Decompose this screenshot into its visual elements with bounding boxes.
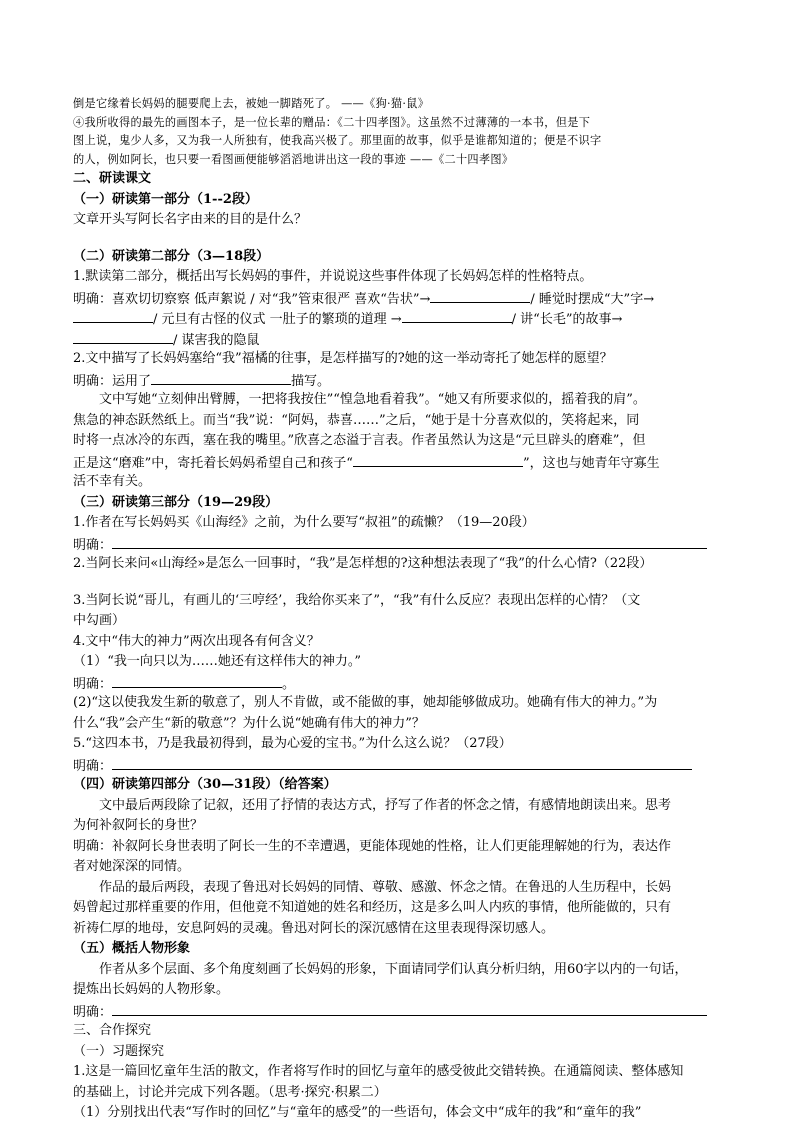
line-text: 活不幸有关。 [73,474,152,489]
line-text: 祈祷仁厚的地母，安息阿妈的灵魂。鲁迅对阿长的深沉感情在这里表现得深切感人。 [73,920,555,936]
text-line [73,151,725,170]
answer-blank[interactable] [402,308,512,323]
line-text: 中勾画） [73,613,126,628]
line-text: 明确： [73,758,113,774]
document-page [73,95,725,1124]
text-line [73,534,725,555]
text-line [73,431,725,452]
section-heading [73,169,725,190]
blank-space [73,231,725,247]
text-line [73,349,725,370]
line-text: 明确： [73,1004,113,1020]
answer-blank[interactable] [151,370,291,385]
text-line [73,1103,725,1124]
text-line [73,816,725,837]
text-line [73,878,725,899]
line-text: 作者从多个层面、多个角度刻画了长妈妈的形象，下面请同学们认真分析归纳，用60字以内的一句话， [99,961,688,977]
text-line [73,960,725,981]
line-text-tail: / 睡觉时摆成“大”字→ [530,291,655,307]
line-text: 为何补叙阿长的身世？ [73,818,204,833]
answer-blank[interactable] [112,1001,707,1016]
answer-blank[interactable] [430,288,530,303]
text-line [73,898,725,919]
line-text-tail: 描写。 [291,373,331,389]
line-text: 明确： [73,676,113,692]
line-text: 者对她深深的同情。 [73,859,191,874]
text-line [73,411,725,432]
text-line [73,980,725,1001]
text-line [73,554,725,575]
line-text: 1.作者在写长妈妈买《山海经》之前，为什么要写“叔祖”的疏懒？（19—20段） [73,515,535,530]
line-text: 明确：补叙阿长身世表明了阿长一生的不幸遭遇，更能体现她的性格，让人们更能理解她的行为，表达作 [73,838,672,854]
section-heading [73,775,725,796]
line-text: 2.文中描写了长妈妈塞给“我”福橘的往事，是怎样描写的?她的这一举动寄托了她怎样的愿望？ [73,351,613,366]
line-text: （一）研读第一部分（1--2段） [73,191,258,207]
line-text: （1）“我一向只以为……她还有这样伟大的神力。” [73,654,362,669]
line-text: 的基础上，讨论并完成下列各题。（思考·探究·积累二） [73,1084,387,1100]
line-text: 1.默读第二部分，概括出写长妈妈的事件，并说说这些事件体现了长妈妈怎样的性格特点。 [73,269,593,284]
answer-blank[interactable] [353,452,523,467]
line-text: 1.这是一篇回忆童年生活的散文，作者将写作时的回忆与童年的感受彼此交错转换。在通篇阅读、整体感知 [73,1064,684,1079]
text-line [73,472,725,493]
line-text: 文中最后两段除了记叙，还用了抒情的表达方式，抒写了作者的怀念之情，有感情地朗读出来。思考 [99,797,672,813]
text-line [73,591,725,612]
line-text: 焦急的神态跃然纸上。而当“我”说：“阿妈，恭喜……”之后，“她于是十分喜欢似的，笑将起来，同 [73,412,640,428]
answer-blank[interactable] [73,329,173,344]
line-text: 文章开头写阿长名字由来的目的是什么？ [73,212,308,227]
answer-blank[interactable] [73,308,153,323]
text-line [73,95,725,114]
line-text: 二、研读课文 [73,171,152,186]
line-text: （二）研读第二部分（3—18段） [73,248,270,264]
line-text: 4.文中“伟大的神力”两次出现各有何含义？ [73,633,320,649]
text-line [73,837,725,858]
line-text: 文中写她“立刻伸出臂膊，一把将我按住”“惶急地看着我”。“她又有所要求似的，摇着我的肩”。 [99,392,646,407]
section-heading [73,493,725,514]
section-heading [73,939,725,960]
line-text: 明确：运用了 [73,373,152,389]
text-line [73,114,725,133]
text-line [73,693,725,714]
line-text: （四）研读第四部分（30—31段）（给答案） [73,777,337,792]
line-text-tail: ”，这也与她青年守寡生 [522,455,660,471]
line-text-tail: 。 [282,676,296,692]
line-text: 什么“我”会产生“新的敬意”？为什么说“她确有伟大的神力”？ [73,715,425,731]
text-line [73,611,725,632]
line-text: 3.当阿长说“哥儿，有画儿的‘三哼经’，我给你买来了”，“我”有什么反应？表现出怎样的心情？（文 [73,592,641,608]
text-line [73,714,725,735]
line-text: 妈曾起过那样重要的作用，但他竟不知道她的姓名和经历，这是多么叫人内疚的事情，他所能做的，只有 [73,900,672,915]
text-line [73,796,725,817]
line-text: （五）概括人物形象 [73,941,191,956]
text-line [73,210,725,231]
text-line [73,652,725,673]
text-line [73,288,725,309]
line-text: 倒是它缘着长妈妈的腿要爬上去，被她一脚踏死了。 ——《狗·猫·鼠》 [73,97,430,110]
text-line [73,734,725,755]
text-line [73,267,725,288]
text-line [73,132,725,151]
text-line [73,1062,725,1083]
line-text: 明确： [73,537,113,553]
answer-blank[interactable] [112,673,282,688]
text-line [73,390,725,411]
line-text: (2)“这以使我发生新的敬意了，别人不肯做，或不能做的事，她却能够做成功。她确有伟大的神力。”为 [73,695,658,710]
text-line [73,1083,725,1104]
section-heading [73,247,725,268]
line-text: 时将一点冰冷的东西，塞在我的嘴里。”欣喜之态溢于言表。作者虽然认为这是“元旦辟头的磨难”，但 [73,433,646,448]
line-text: 正是这“磨难”中，寄托着长妈妈希望自己和孩子“ [73,455,353,471]
text-line [73,1021,725,1042]
section-heading [73,190,725,211]
text-line [73,308,725,329]
blank-space [73,575,725,591]
line-text: 2.当阿长来问«山海经»是怎么一回事时，“我”是怎样想的?这种想法表现了“我”的什么心情?（22段） [73,556,653,571]
text-line [73,1001,725,1022]
line-text: 的人，例如阿长，也只要一看图画便能够滔滔地讲出这一段的事迹 ——《二十四孝图》 [73,152,514,166]
text-line [73,755,725,776]
text-line [73,329,725,350]
line-text: 三、合作探究 [73,1023,152,1038]
line-text: 5.“这四本书，乃是我最初得到，最为心爱的宝书。”为什么这么说？（27段） [73,736,512,751]
line-text: （三）研读第三部分（19—29段） [73,494,279,510]
line-text: 明确：喜欢切切察察 低声絮说 / 对“我”管束很严 喜欢“告状”→ [73,291,431,307]
text-line [73,919,725,940]
line-text-tail: / 讲“长毛”的故事→ [511,312,623,327]
text-line [73,1042,725,1063]
text-line [73,857,725,878]
answer-blank[interactable] [112,755,692,770]
line-text: 作品的最后两段，表现了鲁迅对长妈妈的同情、尊敬、感激、怀念之情。在鲁迅的人生历程中，长妈 [99,879,672,895]
text-line [73,632,725,653]
line-text: （1）分别找出代表“写作时的回忆”与“童年的感受”的一些语句，体会文中“成年的我”和“童年的我” [73,1105,642,1120]
text-line [73,513,725,534]
text-line [73,673,725,694]
text-line [73,370,725,391]
line-text: 图上说，鬼少人多，又为我一人所独有，使我高兴极了。那里面的故事，似乎是谁都知道的；便是不识字 [73,134,602,147]
line-text: （一）习题探究 [73,1043,165,1059]
line-text: / 元旦有古怪的仪式 一肚子的繁琐的道理 → [153,312,402,327]
line-text: / 谋害我的隐鼠 [173,332,260,348]
answer-blank[interactable] [112,534,707,549]
line-text: 提炼出长妈妈的人物形象。 [73,982,230,997]
line-text: ④我所收得的最先的画图本子，是一位长辈的赠品：《二十四孝图》。这虽然不过薄薄的一本书，但是下 [73,115,591,129]
text-line [73,452,725,473]
